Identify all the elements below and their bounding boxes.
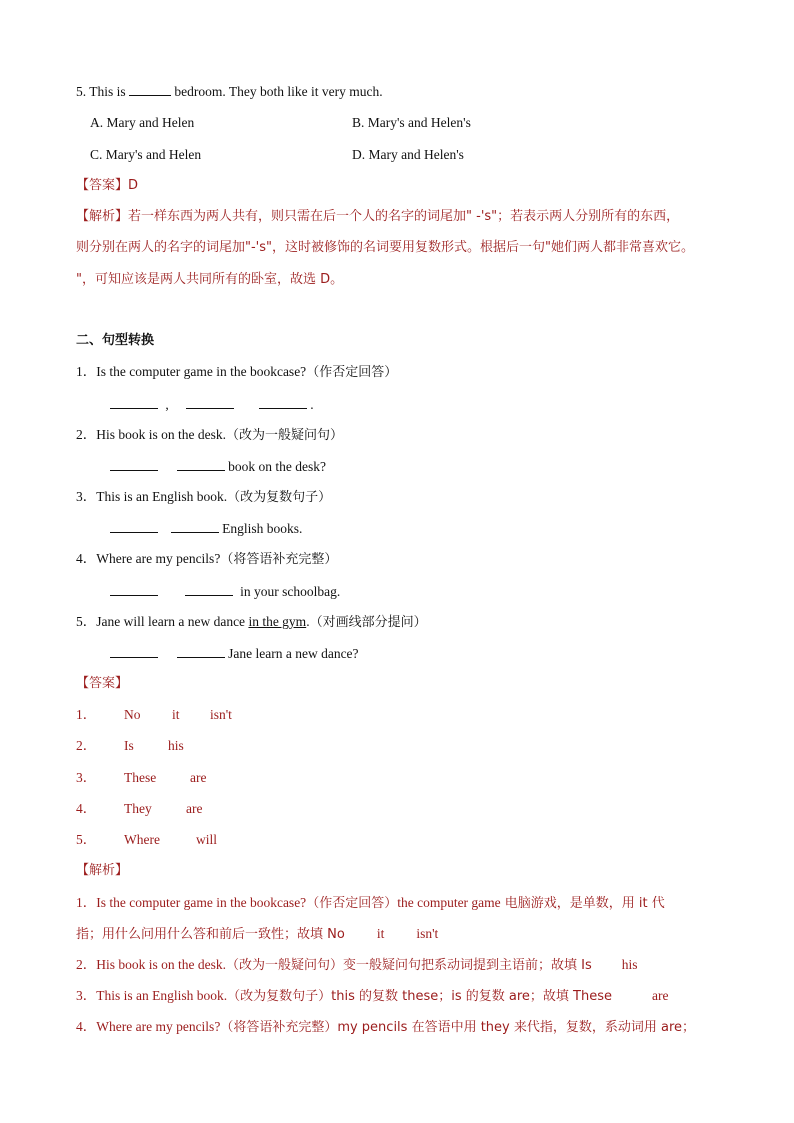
q2-zh: （改为一般疑问句） [226, 428, 344, 443]
analysis-4 [76, 1018, 695, 1037]
answer-row-5 [76, 831, 217, 849]
answer-b: will [196, 832, 218, 847]
q1-zh: （作否定回答） [306, 365, 398, 380]
answer-a: No [124, 707, 141, 722]
q2-en: His book is on the desk. [96, 427, 226, 442]
mc-answer-value: D [128, 178, 139, 193]
q3-en: This is an English book. [96, 489, 228, 504]
blank [110, 395, 158, 409]
analysis-1-cont [76, 925, 438, 944]
q4-zh: （将答语补充完整） [220, 552, 338, 567]
answer-b: are [190, 770, 207, 785]
ex2-zh: （改为一般疑问句）变一般疑问句把系动词提到主语前；故填 Is [226, 958, 592, 973]
mc-analysis-label: 【解析】 [76, 209, 129, 224]
mc-question [76, 82, 383, 101]
ex3-en: 3．This is an English book. [76, 988, 228, 1003]
ex1-zh: （作否定回答） [306, 896, 398, 911]
ex1-line2: 指；用什么问用什么答和前后一致性；故填 No [76, 927, 345, 942]
ex1-line2-c: isn't [416, 926, 439, 941]
option-a: A. Mary and Helen [90, 115, 195, 130]
q5-zh: （对画线部分提问） [309, 615, 427, 630]
q1-comma: , [165, 397, 169, 412]
q4 [76, 550, 337, 569]
blank [177, 644, 225, 658]
q1-num: 1． [76, 364, 97, 379]
ex4-en: 4．Where are my pencils? [76, 1019, 221, 1034]
answer-b: are [186, 801, 203, 816]
blank [110, 582, 158, 596]
ex1-mid: the computer game [397, 895, 501, 910]
ex2-en: 2．His book is on the desk. [76, 957, 226, 972]
q5-en-post: . [306, 614, 310, 629]
ex2-tail: his [621, 957, 638, 972]
q5-num: 5． [76, 614, 97, 629]
mc-analysis-line2: 则分别在两人的名字的词尾加"-'s"，这时被修饰的名词要用复数形式。根据后一句"她们两人都非常喜欢它。 [76, 240, 694, 255]
option-c: C. Mary's and Helen [90, 147, 202, 162]
q2-blanks [110, 457, 326, 476]
q1-blanks [110, 395, 314, 414]
answer-num: 1． [76, 707, 97, 722]
ex3-tail: are [651, 988, 669, 1003]
q4-en: Where are my pencils? [96, 551, 221, 566]
ex1-en: 1．Is the computer game in the bookcase? [76, 895, 307, 910]
blank [171, 519, 219, 533]
q3-num: 3． [76, 489, 97, 504]
section-heading: 二、句型转换 [76, 333, 155, 348]
ex1-line2-b: it [376, 926, 385, 941]
q5-tail: Jane learn a new dance? [228, 646, 359, 661]
mc-analysis-line1 [76, 208, 679, 226]
answer-num: 2． [76, 738, 97, 753]
mc-analysis-line3: "，可知应该是两人共同所有的卧室，故选 D。 [76, 272, 344, 287]
mc-answer-label: 【答案】 [76, 178, 129, 193]
q1 [76, 363, 397, 382]
q2-num: 2． [76, 427, 97, 442]
q5-en-pre: Jane will learn a new dance [96, 614, 249, 629]
blank [110, 457, 158, 471]
q4-blanks [110, 582, 340, 601]
q3 [76, 488, 331, 507]
answer-num: 5． [76, 832, 97, 847]
mc-blank [129, 82, 171, 96]
q5-underlined: in the gym [248, 614, 307, 629]
answer-a: Is [124, 738, 134, 753]
answer-row-1 [76, 706, 232, 724]
answer-a: Where [124, 832, 160, 847]
mc-analysis-text1: 若一样东西为两人共有，则只需在后一个人的名字的词尾加" -'s"；若表示两人分别所有的东西， [128, 209, 680, 224]
option-d: D. Mary and Helen's [352, 147, 464, 162]
q5 [76, 613, 427, 632]
q1-period: . [310, 397, 314, 412]
answer-num: 3． [76, 770, 97, 785]
answer-c: isn't [210, 707, 232, 722]
option-b: B. Mary's and Helen's [352, 115, 471, 130]
analysis-3 [76, 987, 668, 1006]
q2 [76, 426, 343, 445]
q4-num: 4． [76, 551, 97, 566]
answer-b: it [172, 707, 180, 722]
q5-blanks [110, 644, 359, 663]
ex4-zh: （将答语补充完整）my pencils 在答语中用 they 来代指，复数，系动词用 are； [220, 1020, 696, 1035]
answer-b: his [168, 738, 184, 753]
answer-a: These [124, 770, 157, 785]
ex1-zh2: 电脑游戏，是单数，用 it 代 [500, 896, 665, 911]
analysis-2 [76, 956, 638, 975]
answer-a: They [124, 801, 152, 816]
blank [110, 519, 158, 533]
q3-zh: （改为复数句子） [227, 490, 332, 505]
mc-answer [76, 177, 138, 195]
blank [186, 395, 234, 409]
q1-en: Is the computer game in the bookcase? [96, 364, 307, 379]
blank [259, 395, 307, 409]
answer-row-4 [76, 800, 202, 818]
ex3-zh: （改为复数句子）this 的复数 these；is 的复数 are；故填 These [227, 989, 612, 1004]
answer-row-2 [76, 737, 184, 755]
answer-num: 4． [76, 801, 97, 816]
analysis-1 [76, 894, 665, 913]
q2-tail: book on the desk? [228, 459, 326, 474]
analysis-label: 【解析】 [76, 863, 129, 878]
answer-row-3 [76, 769, 206, 787]
blank [177, 457, 225, 471]
mc-question-post: bedroom. They both like it very much. [174, 84, 383, 99]
q3-tail: English books. [222, 521, 303, 536]
answers-label: 【答案】 [76, 676, 129, 691]
blank [110, 644, 158, 658]
q4-tail: in your schoolbag. [240, 584, 341, 599]
q3-blanks [110, 519, 302, 538]
blank [185, 582, 233, 596]
mc-question-pre: 5. This is [76, 84, 126, 99]
